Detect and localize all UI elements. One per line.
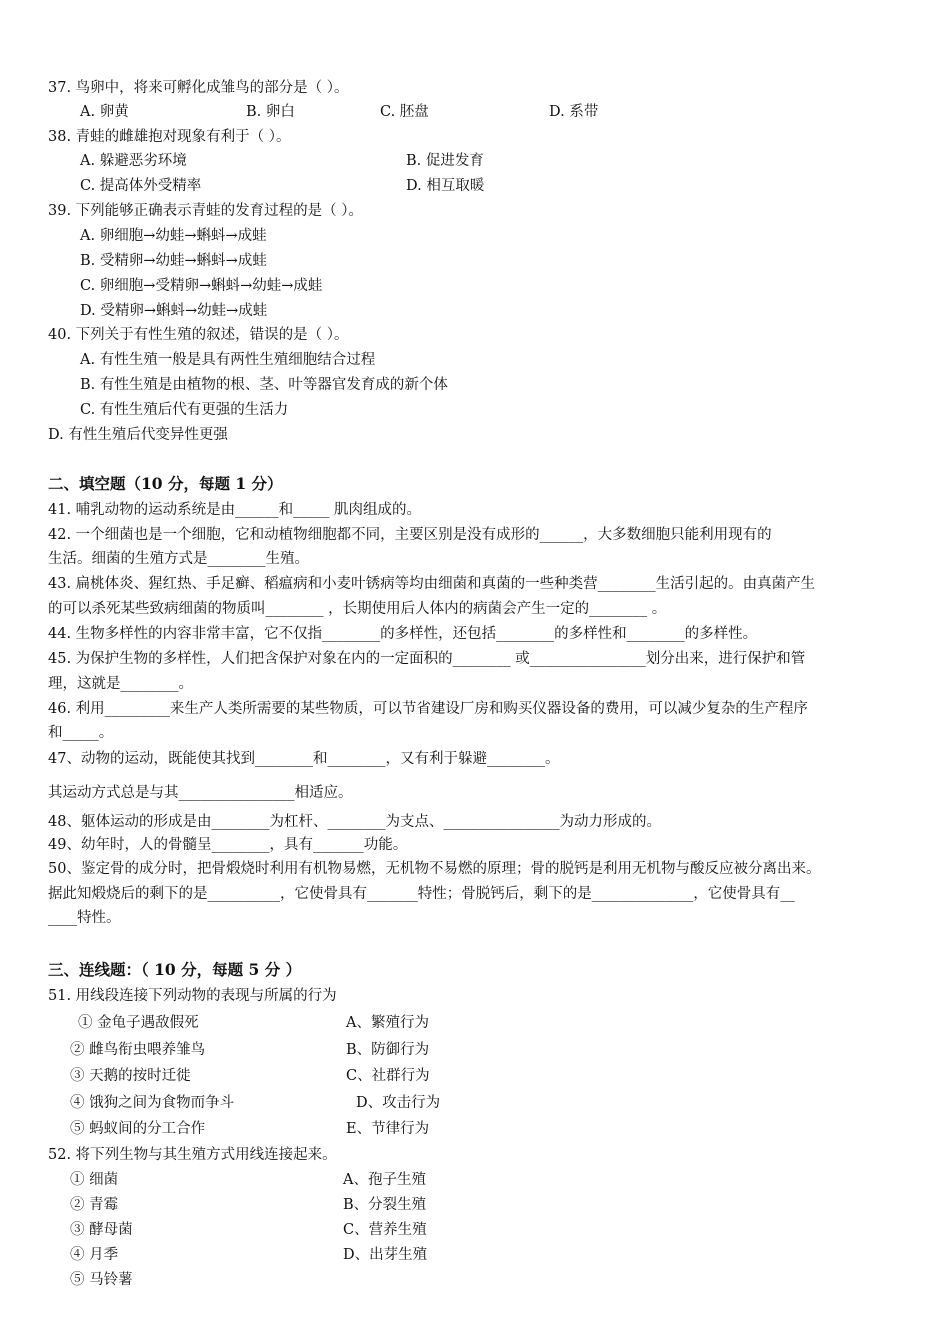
q52-right-b: B、分裂生殖 (343, 1197, 427, 1213)
fill-line-48: 48、躯体运动的形成是由________为杠杆、________为支点、________________为动力形成的。 (48, 814, 661, 830)
q39-option-a: A. 卵细胞→幼蛙→蝌蚪→成蛙 (80, 228, 267, 244)
q39-option-d: D. 受精卵→蝌蚪→幼蛙→成蛙 (80, 303, 268, 319)
fill-line-50a: 50、鉴定骨的成分时，把骨煅烧时利用有机物易燃，无机物不易燃的原理；骨的脱钙是利用无机物与酸反应被分离出来。 (48, 861, 821, 877)
fill-line-43a: 43. 扁桃体炎、猩红热、手足癣、稻瘟病和小麦叶锈病等均由细菌和真菌的一些种类营________生活引起的。由真菌产生 (48, 576, 816, 592)
fill-line-50c: ____特性。 (48, 910, 121, 926)
q39-option-c: C. 卵细胞→受精卵→蝌蚪→幼蛙→成蛙 (80, 278, 323, 294)
q52-stem: 52. 将下列生物与其生殖方式用线连接起来。 (48, 1147, 337, 1163)
q52-left-2: ② 青霉 (70, 1197, 119, 1213)
q38-option-c: C. 提高体外受精率 (80, 178, 202, 194)
q51-right-e: E、节律行为 (346, 1121, 430, 1137)
q38-option-a: A. 躲避恶劣环境 (80, 153, 187, 169)
fill-line-45a: 45. 为保护生物的多样性，人们把含保护对象在内的一定面积的________ 或________________划分出来，进行保护和管 (48, 651, 806, 667)
fill-line-42b: 生活。细菌的生殖方式是________生殖。 (48, 551, 309, 567)
q51-right-b: B、防御行为 (346, 1042, 430, 1058)
q52-right-d: D、出芽生殖 (343, 1247, 428, 1263)
fill-line-41: 41. 哺乳动物的运动系统是由______和_____ 肌肉组成的。 (48, 502, 422, 518)
q40-option-d: D. 有性生殖后代变异性更强 (48, 427, 228, 443)
q39-stem: 39. 下列能够正确表示青蛙的发育过程的是（ ）。 (48, 203, 364, 219)
q38-stem: 38. 青蛙的雌雄抱对现象有利于（ ）。 (48, 129, 291, 145)
q37-option-d: D. 系带 (549, 104, 599, 120)
q38-option-d: D. 相互取暖 (406, 178, 485, 194)
q52-right-a: A、孢子生殖 (343, 1172, 426, 1188)
q37-option-b: B. 卵白 (246, 104, 295, 120)
fill-line-45b: 理，这就是________。 (48, 676, 193, 692)
fill-line-44: 44. 生物多样性的内容非常丰富，它不仅指________的多样性，还包括________的多样性和________的多样性。 (48, 626, 758, 642)
q37-option-c: C. 胚盘 (380, 104, 429, 120)
q39-option-b: B. 受精卵→幼蛙→蝌蚪→成蛙 (80, 253, 267, 269)
q51-left-1: ① 金龟子遇敌假死 (78, 1015, 199, 1031)
q51-left-5: ⑤ 蚂蚁间的分工合作 (70, 1121, 206, 1137)
q51-left-3: ③ 天鹅的按时迁徙 (70, 1068, 191, 1084)
fill-line-43b: 的可以杀死某些致病细菌的物质叫________ ，长期使用后人体内的病菌会产生一定的________ 。 (48, 601, 667, 617)
q51-stem: 51. 用线段连接下列动物的表现与所属的行为 (48, 988, 337, 1004)
fill-line-49: 49、幼年时，人的骨髓呈________，具有_______功能。 (48, 837, 408, 853)
q40-option-a: A. 有性生殖一般是具有两性生殖细胞结合过程 (80, 352, 376, 368)
q37-option-a: A. 卵黄 (80, 104, 129, 120)
fill-line-46a: 46. 利用_________来生产人类所需要的某些物质，可以节省建设厂房和购买仪器设备的费用，可以减少复杂的生产程序 (48, 701, 808, 717)
q37-stem: 37. 鸟卵中，将来可孵化成雏鸟的部分是（ ）。 (48, 80, 349, 96)
q51-left-4: ④ 饿狗之间为食物而争斗 (70, 1095, 235, 1111)
fill-line-47a: 47、动物的运动，既能使其找到________和________，又有利于躲避________。 (48, 751, 560, 767)
q38-option-b: B. 促进发育 (406, 153, 484, 169)
fill-line-46b: 和_____。 (48, 725, 114, 741)
q51-right-d: D、攻击行为 (356, 1095, 441, 1111)
fill-line-47b: 其运动方式总是与其________________相适应。 (48, 785, 353, 801)
q52-right-c: C、营养生殖 (343, 1222, 427, 1238)
q52-left-3: ③ 酵母菌 (70, 1222, 133, 1238)
fill-line-50b: 据此知煅烧后的剩下的是__________，它使骨具有_______特性；骨脱钙后，剩下的是______________，它使骨具有__ (48, 886, 795, 902)
q40-option-c: C. 有性生殖后代有更强的生活力 (80, 402, 289, 418)
q51-left-2: ② 雌鸟衔虫喂养雏鸟 (70, 1042, 206, 1058)
fill-line-42a: 42. 一个细菌也是一个细胞，它和动植物细胞都不同，主要区别是没有成形的______，大多数细胞只能利用现有的 (48, 527, 772, 543)
q52-left-1: ① 细菌 (70, 1172, 119, 1188)
q51-right-c: C、社群行为 (346, 1068, 430, 1084)
q40-option-b: B. 有性生殖是由植物的根、茎、叶等器官发育成的新个体 (80, 377, 448, 393)
q51-right-a: A、繁殖行为 (346, 1015, 429, 1031)
q52-left-4: ④ 月季 (70, 1247, 119, 1263)
section2-heading: 二、填空题（10 分，每题 1 分） (48, 474, 283, 493)
section3-heading: 三、连线题：（ 10 分，每题 5 分 ） (48, 960, 302, 979)
q52-left-5: ⑤ 马铃薯 (70, 1272, 133, 1288)
q40-stem: 40. 下列关于有性生殖的叙述，错误的是（ ）。 (48, 327, 349, 343)
